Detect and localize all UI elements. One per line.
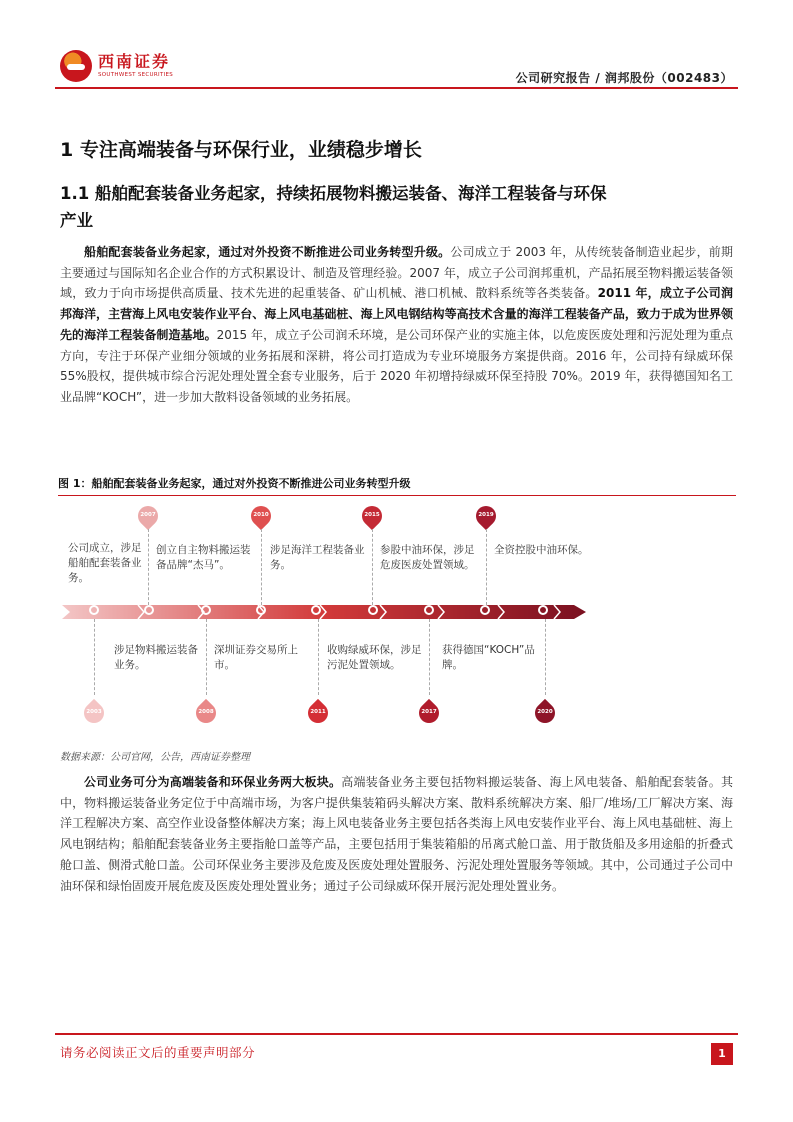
event-2017: 获得德国“KOCH”品牌。 xyxy=(442,644,535,671)
intro-lead: 船舶配套装备业务起家，通过对外投资不断推进公司业务转型升级。 xyxy=(84,245,451,259)
timeline-node xyxy=(538,605,548,615)
logo-english-name: SOUTHWEST SECURITIES xyxy=(98,72,174,78)
timeline-node xyxy=(256,605,266,615)
event-2008: 深圳证券交易所上市。 xyxy=(214,644,298,671)
timeline-node xyxy=(201,605,211,615)
intro-text-2: 2015 年，成立子公司润禾环境，是公司环保产业的实施主体，以危废医废处理和污泥处理为重点方向，专注于环保产业细分领域的业务拓展和深耕，将公司打造成为专业环境服务方案提供商。2016 年，公司持有绿威环保 55%股权，提供城市综合污泥处理处置全套专业服务，后于 2020 年初增持绿威环保至持股 70%。2019 年，获得德国知名工业品牌“KOCH”，进一步加大散料设备领域的业务拓展。 xyxy=(60,327,733,404)
timeline-node xyxy=(89,605,99,615)
intro-paragraph xyxy=(60,242,733,408)
timeline-node xyxy=(480,605,490,615)
event-2003: 涉足物料搬运装备业务。 xyxy=(114,644,198,671)
logo-emblem-icon xyxy=(60,50,92,82)
timeline-node xyxy=(368,605,378,615)
pin-year-2008: 2008 xyxy=(198,709,214,715)
figure-caption: 图 1：船舶配套装备业务起家，通过对外投资不断推进公司业务转型升级 xyxy=(58,475,736,496)
page-number: 1 xyxy=(711,1043,733,1065)
event-founding: 公司成立，涉足船舶配套装备业务。 xyxy=(68,542,142,584)
pin-year-2019: 2019 xyxy=(478,512,494,518)
pin-year-2011: 2011 xyxy=(310,709,326,715)
event-2015: 参股中油环保，涉足危废医废处置领域。 xyxy=(380,544,475,571)
pin-year-2017: 2017 xyxy=(421,709,437,715)
report-label: 公司研究报告 / 润邦股份（002483） xyxy=(515,71,733,85)
pin-year-2007: 2007 xyxy=(140,512,156,518)
disclaimer-note: 请务必阅读正文后的重要声明部分 xyxy=(60,1045,256,1060)
logo-chinese-name: 西南证券 xyxy=(98,52,171,71)
company-logo xyxy=(60,50,173,82)
header-divider xyxy=(55,87,738,89)
event-2011: 收购绿威环保，涉足污泥处置领域。 xyxy=(327,644,422,671)
company-timeline xyxy=(58,497,598,737)
pin-year-2003: 2003 xyxy=(86,709,102,715)
intro-text-1: 公司成立于 2003 年，从传统装备制造业起步，前期主要通过与国际知名企业合作的方式积累设计、制造及管理经验。2007 年，成立子公司润邦重机，产品拓展至物料搬运装备领域，致力于向市场提供高质量、技术先进的起重装备、矿山机械、港口机械、散料系统等各类装备。 xyxy=(60,245,733,301)
pin-year-2015: 2015 xyxy=(364,512,380,518)
event-2019: 全资控股中油环保。 xyxy=(494,544,589,556)
footer-divider xyxy=(55,1033,738,1035)
pin-year-2010: 2010 xyxy=(253,512,269,518)
figure-source: 数据来源：公司官网，公告，西南证券整理 xyxy=(60,752,250,763)
business-paragraph xyxy=(60,772,733,896)
pin-year-2020: 2020 xyxy=(537,709,553,715)
timeline-node xyxy=(311,605,321,615)
business-text: 高端装备业务主要包括物料搬运装备、海上风电装备、船舶配套装备。其中，物料搬运装备业务定位于中高端市场，为客户提供集装箱码头解决方案、散料系统解决方案、船厂/堆场/工厂解决方案、海洋工程解决方案、高空作业设备整体解决方案；海上风电装备业务主要包括各类海上风电安装作业平台、海上风电基础桩、海上风电钢结构；船舶配套装备业务主要指舱口盖等产品，主要包括用于集装箱船的吊离式舱口盖、用于散货船及多用途船的折叠式舱口盖、侧滑式舱口盖。公司环保业务主要涉及危废及医废处理处置服务、污泥处理处置服务等领域。其中，公司通过子公司中油环保和绿怡固废开展危废及医废处理处置业务；通过子公司绿威环保开展污泥处理处置业务。 xyxy=(60,775,733,893)
timeline-arrow xyxy=(58,497,598,737)
timeline-node xyxy=(424,605,434,615)
section-heading: 1 专注高端装备与环保行业，业绩稳步增长 xyxy=(60,139,422,161)
event-2007: 创立自主物料搬运装备品牌“杰马”。 xyxy=(156,544,251,571)
timeline-node xyxy=(144,605,154,615)
intro-bold-2011: 2011 年，成立子公司润邦海洋，主营海上风电安装作业平台、海上风电基础桩、海上风电钢结构等高技术含量的海洋工程装备产品，致力于成为世界领先的海洋工程装备制造基地。 xyxy=(60,286,733,342)
event-2010: 涉足海洋工程装备业务。 xyxy=(270,544,365,571)
subsection-heading: 1.1 船舶配套装备业务起家，持续拓展物料搬运装备、海洋工程装备与环保产业 xyxy=(60,184,607,230)
business-lead: 公司业务可分为高端装备和环保业务两大板块。 xyxy=(84,775,342,789)
